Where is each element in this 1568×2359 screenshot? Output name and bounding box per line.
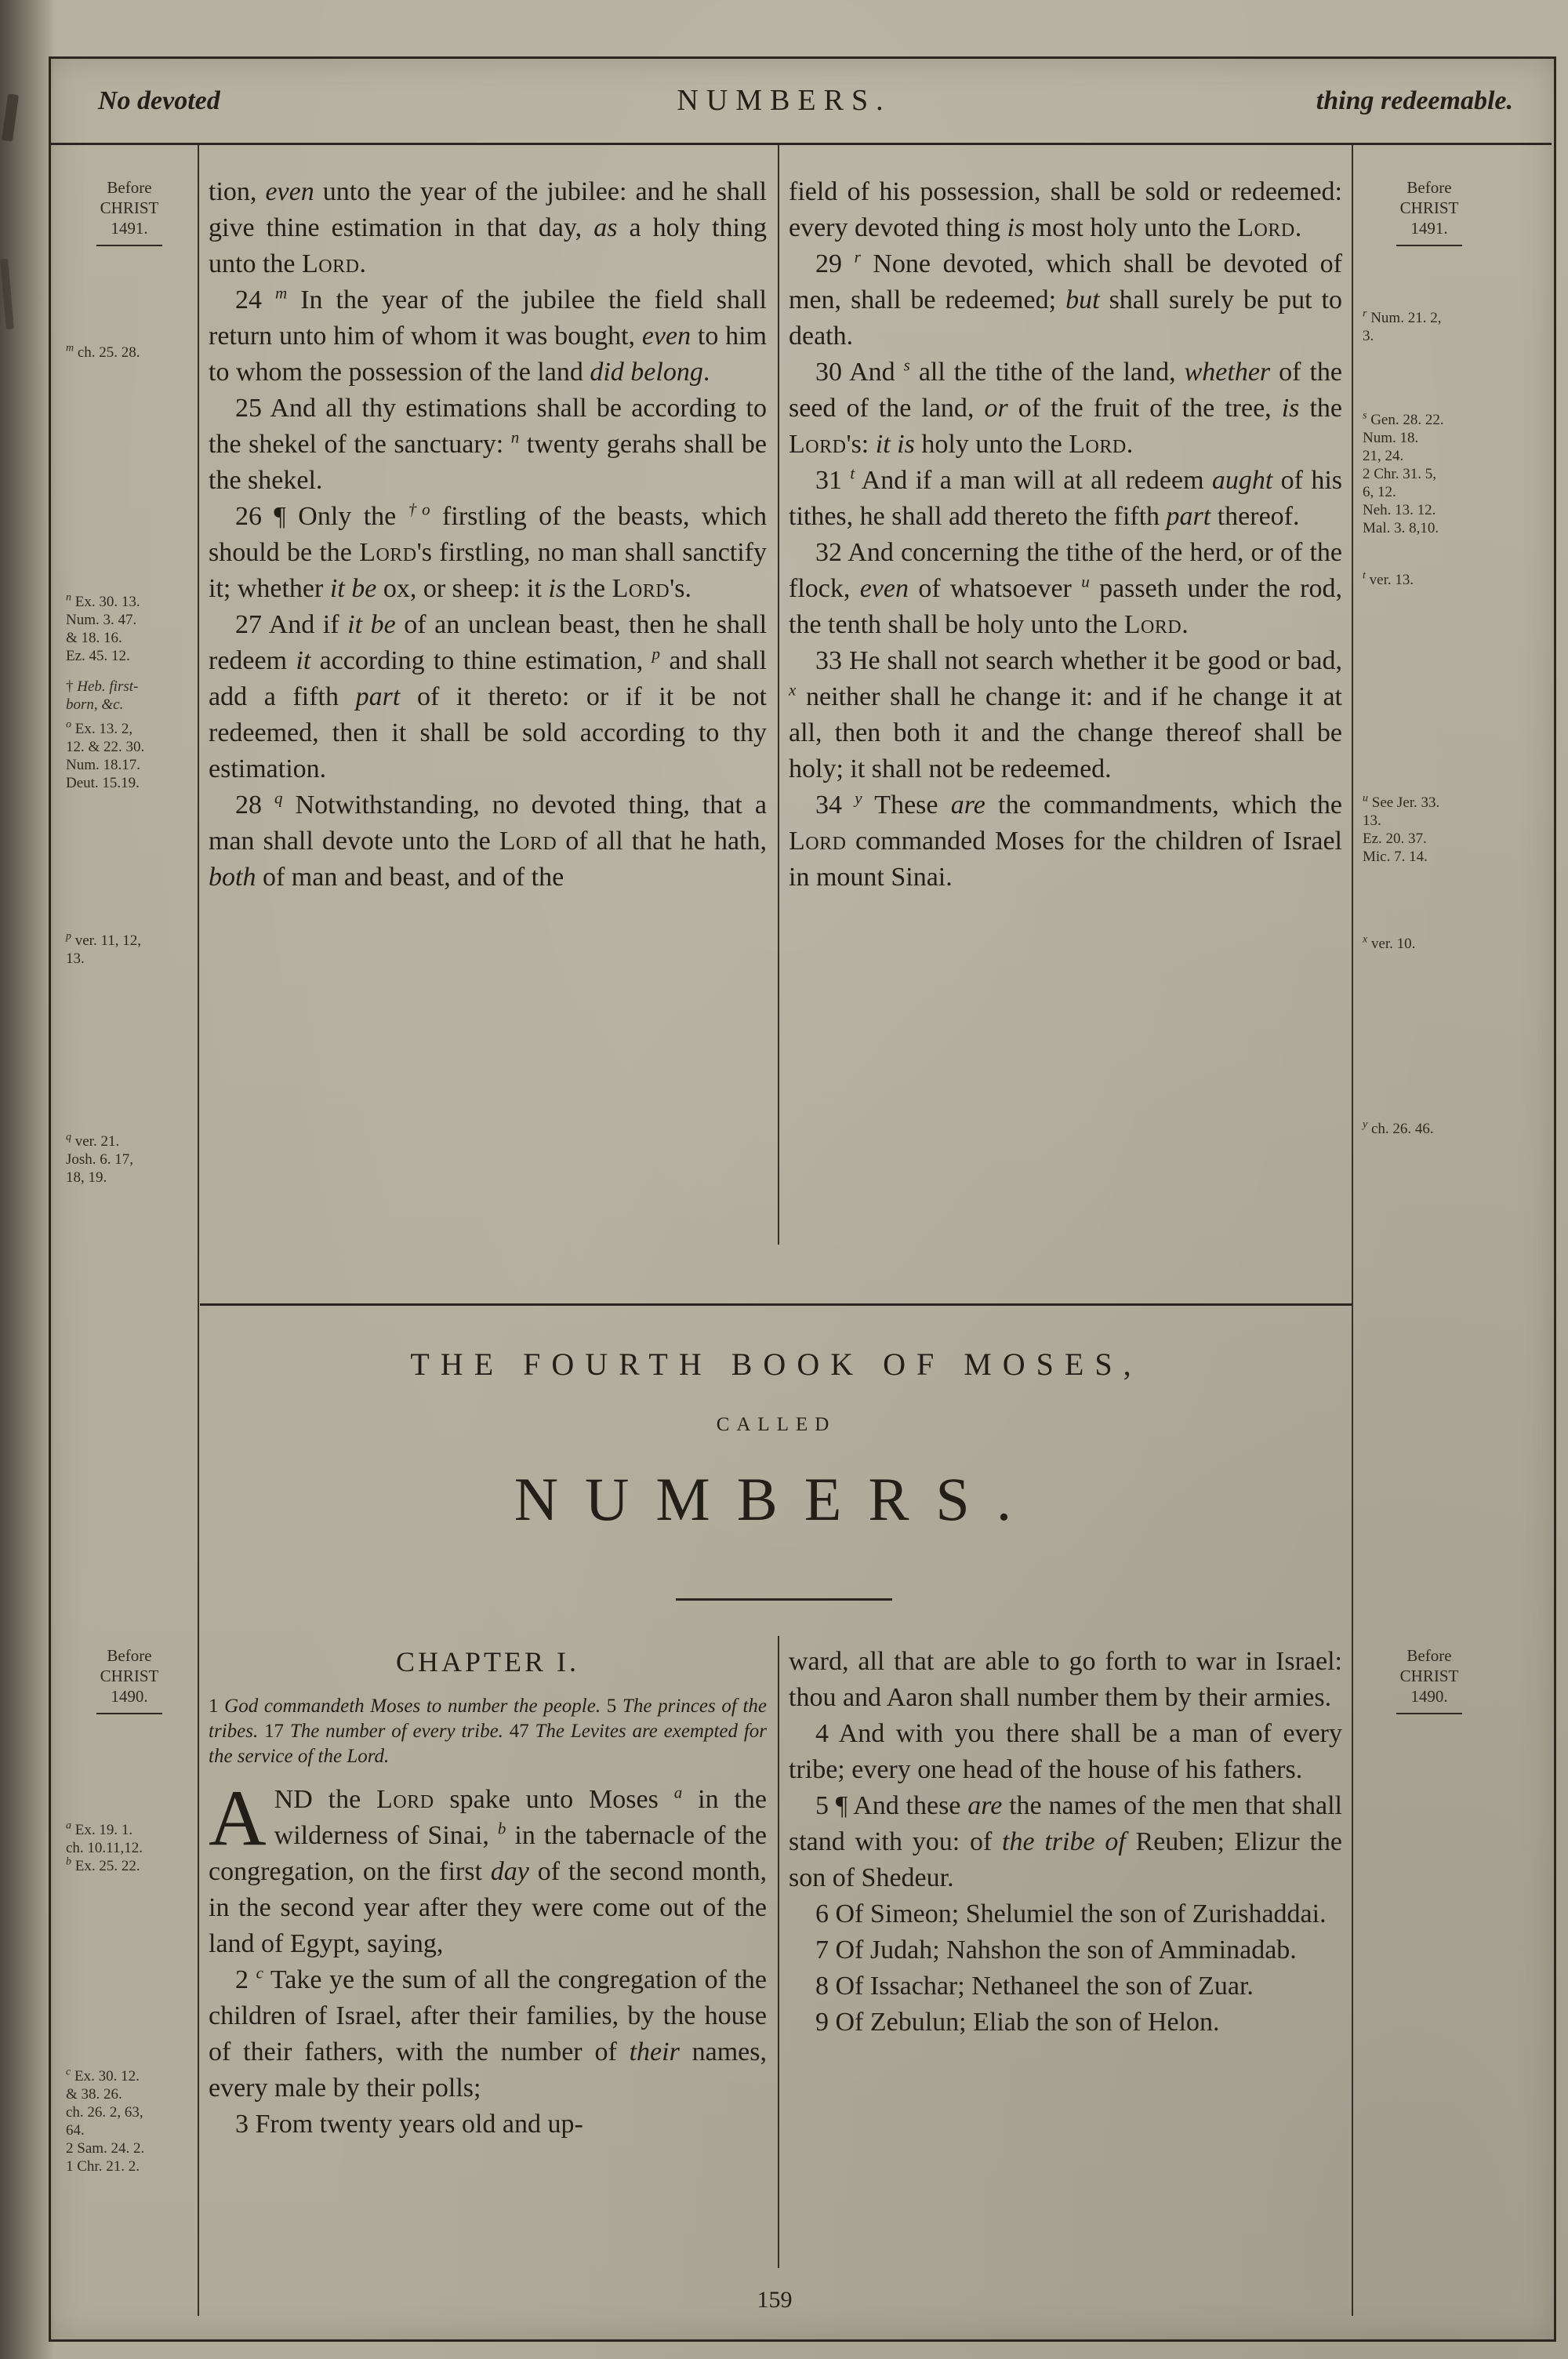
verse-paragraph: 25 And all thy estimations shall be according to the shekel of the sanctuary: $^n$ twenty gerahs shall be the shekel. bbox=[209, 394, 767, 495]
margin-note-before-christ: Before CHRIST 1491. bbox=[66, 177, 193, 246]
margin-note-reference: $^y$ ch. 26. 46. bbox=[1363, 1118, 1434, 1137]
verse-paragraph: 9 Of Zebulun; Eliab the son of Helon. bbox=[815, 2008, 1220, 2037]
book-title-called: CALLED bbox=[716, 1414, 837, 1435]
verse-paragraph: 24 $^m$ In the year of the jubilee the field shall return unto him of whom it was bought, even to him to whom the possession of the land did belong. bbox=[209, 283, 768, 387]
verse-list bbox=[789, 246, 1342, 896]
margin-note-reference: $^o$ Ex. 13. 2, 12. & 22. 30. Num. 18.17. Deut. 15.19. bbox=[66, 718, 145, 791]
margin-note-reference: $^p$ ver. 11, 12, 13. bbox=[66, 930, 142, 967]
right-margin-rule bbox=[1352, 145, 1353, 2316]
center-column-rule-bottom bbox=[778, 1636, 779, 2268]
verse-paragraph: 2 $^c$ Take ye the sum of all the congregation of the children of Israel, after their families, by the house of their fathers, with the number of their names, every male by their polls; bbox=[209, 1963, 768, 2103]
text-column-left bbox=[209, 174, 767, 896]
verse-paragraph: 26 ¶ Only the $^{\dagger o}$ firstling of the beasts, which should be the Lord's firstling, no man shall sanctify it; whether it be ox, or sheep: it is the Lord's. bbox=[209, 500, 767, 603]
margin-note-reference: $^m$ ch. 25. 28. bbox=[66, 342, 140, 361]
margin-note-reference: $^t$ ver. 13. bbox=[1363, 569, 1414, 588]
margin-note-before-christ: Before CHRIST 1491. bbox=[1363, 177, 1496, 246]
verse-paragraph: 32 And concerning the tithe of the herd, or of the flock, even of whatsoever $^u$ passeth under the rod, the tenth shall be holy unto the Lord. bbox=[789, 538, 1342, 639]
header-rule bbox=[51, 143, 1552, 145]
verse-paragraph: 34 $^y$ These are the commandments, which the Lord commanded Moses for the children of Israel in mount Sinai. bbox=[789, 788, 1342, 892]
verse-list bbox=[209, 1962, 767, 2143]
verse-paragraph: ward, all that are able to go forth to war in Israel: thou and Aaron shall number them by their armies. bbox=[789, 1647, 1342, 1712]
margin-note-reference: $^c$ Ex. 30. 12. & 38. 26. ch. 26. 2, 63, 64. 2 Sam. 24. 2. 1 Chr. 21. 2. bbox=[66, 2066, 145, 2175]
book-gutter-shadow bbox=[0, 0, 55, 2359]
running-head-left: No devoted bbox=[98, 86, 220, 115]
chapter-heading: CHAPTER I. bbox=[395, 1646, 579, 1677]
verse-paragraph: 30 And $^s$ all the tithe of the land, whether of the seed of the land, or of the fruit of the tree, is the Lord's: it is holy unto the Lord. bbox=[789, 355, 1342, 459]
drop-cap: A bbox=[209, 1774, 267, 1863]
chapter-summary: 1 God commandeth Moses to number the people. 5 The princes of the tribes. 17 The number of every tribe. 47 The Levites are exempted for the service of the Lord. bbox=[209, 1696, 768, 1767]
margin-note-reference: $^r$ Num. 21. 2, 3. bbox=[1363, 307, 1442, 344]
verse-paragraph: field of his possession, shall be sold or redeemed: every devoted thing is most holy unto the Lord. bbox=[789, 177, 1342, 242]
text-column-right bbox=[789, 174, 1342, 896]
center-column-rule-top bbox=[778, 145, 779, 1245]
margin-note-reference: $^q$ ver. 21. Josh. 6. 17, 18, 19. bbox=[66, 1131, 134, 1186]
running-head-right: thing redeemable. bbox=[1316, 86, 1513, 115]
verse-paragraph: 31 $^t$ And if a man will at all redeem aught of his tithes, he shall add thereto the fifth part thereof. bbox=[789, 463, 1343, 531]
verse-paragraph: 27 And if it be of an unclean beast, then he shall redeem it according to thine estimation, $^p$ and shall add a fifth part of it thereto: or if it be not redeemed, then it shall be sold according to thy estimation. bbox=[209, 610, 768, 783]
margin-note-reference: $^n$ Ex. 30. 13. Num. 3. 47. & 18. 16. Ez. 45. 12. bbox=[66, 591, 140, 664]
verse-paragraph: tion, even unto the year of the jubilee: and he shall give thine estimation in that day, as a holy thing unto the Lord. bbox=[209, 177, 767, 278]
margin-note-before-christ: Before CHRIST 1490. bbox=[66, 1645, 193, 1714]
margin-note-reference: $^x$ ver. 10. bbox=[1363, 933, 1416, 952]
book-title-pre: THE FOURTH BOOK OF MOSES, bbox=[410, 1347, 1142, 1382]
book-title-name: NUMBERS. bbox=[514, 1465, 1039, 1533]
left-margin-rule bbox=[198, 145, 199, 2316]
chapter-column-right bbox=[789, 1644, 1342, 2041]
title-section-rule bbox=[200, 1303, 1352, 1306]
verse-list bbox=[789, 1716, 1342, 2041]
verse-paragraph: 8 Of Issachar; Nethaneel the son of Zuar. bbox=[815, 1972, 1254, 2001]
verse-paragraph: 28 $^q$ Notwithstanding, no devoted thing, that a man shall devote unto the Lord of all that he hath, both of man and beast, and of the bbox=[209, 788, 768, 892]
verse-paragraph: 6 Of Simeon; Shelumiel the son of Zurishaddai. bbox=[815, 1899, 1327, 1928]
chapter-column-left bbox=[209, 1644, 767, 2143]
margin-note-reference: $^u$ See Jer. 33. 13. Ez. 20. 37. Mic. 7. 14. bbox=[1363, 792, 1440, 865]
title-underline-rule bbox=[676, 1598, 892, 1601]
verse-paragraph: 4 And with you there shall be a man of every tribe; every one head of the house of his fathers. bbox=[789, 1719, 1342, 1784]
verse-paragraph: 3 From twenty years old and up- bbox=[235, 2110, 583, 2139]
margin-note-reference: † Heb. first- born, &c. bbox=[66, 678, 139, 713]
margin-note-before-christ: Before CHRIST 1490. bbox=[1363, 1645, 1496, 1714]
book-title-block bbox=[200, 1346, 1352, 1535]
verse-paragraph-dropcap bbox=[209, 1774, 767, 1962]
page-number: 159 bbox=[757, 2287, 793, 2313]
running-head-title: NUMBERS. bbox=[677, 84, 891, 117]
margin-note-reference: $^s$ Gen. 28. 22. Num. 18. 21, 24. 2 Chr. 31. 5, 6, 12. Neh. 13. 12. Mal. 3. 8,10. bbox=[1363, 409, 1444, 536]
verse-paragraph: 33 He shall not search whether it be good or bad, $^x$ neither shall he change it: and if he change it at all, then both it and the change thereof shall be holy; it shall not be redeemed. bbox=[789, 646, 1342, 783]
verse-list bbox=[209, 282, 767, 896]
first-verse-text: ND the Lord spake unto Moses $^a$ in the wilderness of Sinai, $^b$ in the tabernacle of the congregation, on the first day of the second month, in the second year after they were come out of the land of Egypt, saying, bbox=[209, 1783, 767, 1958]
margin-note-reference: $^a$ Ex. 19. 1. ch. 10.11,12. $^b$ Ex. 25. 22. bbox=[66, 1819, 143, 1874]
verse-paragraph: 5 ¶ And these are the names of the men that shall stand with you: of the tribe of Reuben; Elizur the son of Shedeur. bbox=[789, 1791, 1342, 1892]
verse-paragraph: 7 Of Judah; Nahshon the son of Amminadab. bbox=[815, 1936, 1297, 1965]
verse-paragraph: 29 $^r$ None devoted, which shall be devoted of men, shall be redeemed; but shall surely be put to death. bbox=[789, 247, 1343, 351]
